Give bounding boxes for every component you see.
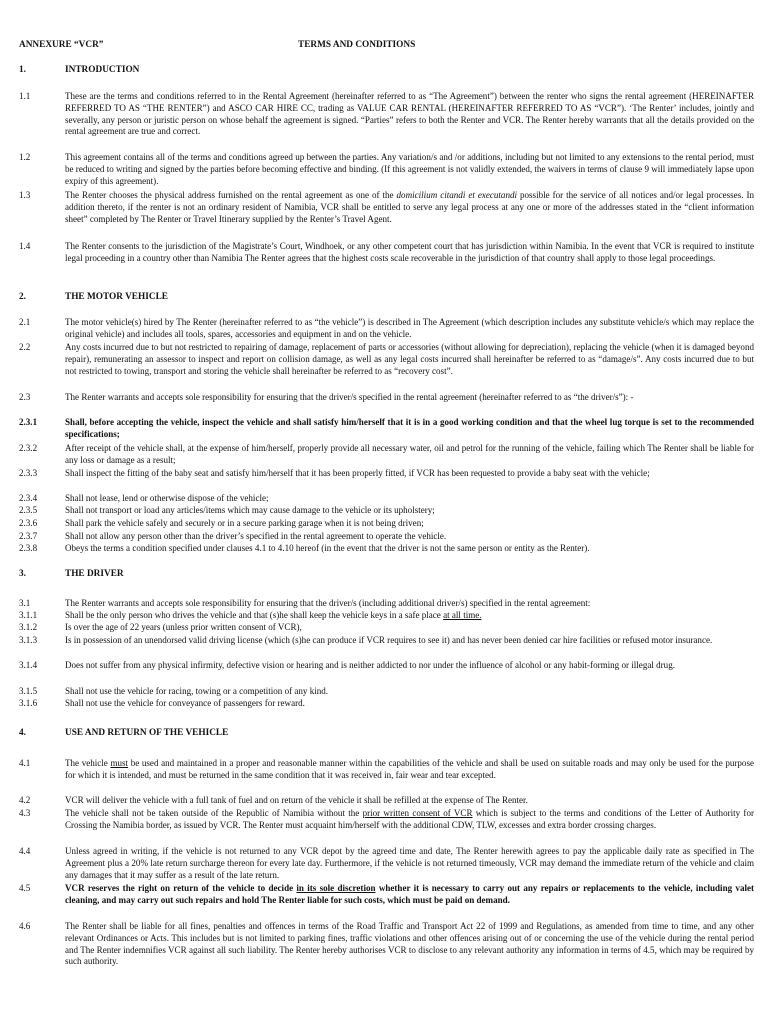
clause-text: Shall inspect the fitting of the baby seat and satisfy him/herself that it has been properly fitted, if VCR has been requested to provide a baby seat with the vehicle;	[65, 468, 650, 478]
clause-number: 4.1	[19, 758, 31, 768]
section-number: 1.	[19, 65, 26, 75]
section-number: 4.	[19, 728, 26, 738]
clause-text: The vehicle must be used and maintained in a proper and reasonable manner within the capabilities of the vehicle and shall be used on suitable roads and may only be used for the purpose for which it is intended, and must be returned in the same condition that it was received in, fair wear and tear excepted.	[65, 758, 754, 780]
clause-text: The Renter chooses the physical address furnished on the rental agreement as one of the domicilium citandi et executandi possible for the service of all notices and/or legal processes. In addition thereto, if the renter is not an ordinary resident of Namibia, VCR shall be entitled to serve any legal process at any one or more of the addresses stated in the “client information sheet” completed by The Renter or Travel Itinerary supplied by the Renter’s Travel Agent.	[65, 190, 754, 224]
clause-number: 4.6	[19, 921, 31, 931]
clause-text: VCR will deliver the vehicle with a full tank of fuel and on return of the vehicle it shall be refilled at the expense of The Renter.	[65, 795, 528, 805]
clause-text: Shall not lease, lend or otherwise dispose of the vehicle;	[65, 493, 269, 503]
clause-text: Obeys the terms a condition specified under clauses 4.1 to 4.10 hereof (in the event that the driver is not the same person or entity as the Renter).	[65, 543, 590, 553]
clause-number: 4.2	[19, 795, 31, 805]
clause-text: VCR reserves the right on return of the vehicle to decide in its sole discretion whether it is necessary to carry out any repairs or replacements to the vehicle, including valet cleaning, and may carry out such repairs and hold The Renter liable for such costs, which must be paid on demand.	[65, 883, 755, 905]
document-title: TERMS AND CONDITIONS	[298, 40, 416, 50]
section-title: USE AND RETURN OF THE VEHICLE	[65, 728, 229, 738]
clause-number: 4.3	[19, 808, 31, 818]
clause-text: Does not suffer from any physical infirmity, defective vision or hearing and is neither addicted to nor under the influence of alcohol or any habit-forming or illegal drug.	[65, 660, 675, 670]
clause-number: 2.3.6	[19, 518, 38, 528]
clause-number: 4.4	[19, 846, 31, 856]
annexure-label: ANNEXURE “VCR”	[19, 40, 104, 50]
clause-number: 3.1.4	[19, 660, 38, 670]
clause-text: Shall not use the vehicle for conveyance of passengers for reward.	[65, 698, 305, 708]
section-title: INTRODUCTION	[65, 65, 140, 75]
clause-text: The Renter consents to the jurisdiction of the Magistrate’s Court, Windhoek, or any other competent court that has jurisdiction within Namibia. In the event that VCR is required to institute legal proceeding in a country other than Namibia The Renter agrees that the highest costs scale recoverable in the jurisdiction of that country shall apply to those legal proceedings.	[65, 241, 754, 263]
clause-number: 2.1	[19, 317, 31, 327]
clause-text: The vehicle shall not be taken outside of the Republic of Namibia without the prior written consent of VCR which is subject to the terms and conditions of the Letter of Authority for Crossing the Namibia border, as issued by VCR. The Renter must acquaint him/herself with the additional CDW, TLW, excesses and extra border crossing charges.	[65, 808, 754, 830]
clause-number: 2.3.7	[19, 531, 38, 541]
clause-number: 3.1.3	[19, 635, 38, 645]
clause-text: Shall not transport or load any articles/items which may cause damage to the vehicle or its upholstery;	[65, 505, 435, 515]
clause-text: The Renter shall be liable for all fines, penalties and offences in terms of the Road Traffic and Transport Act 22 of 1999 and Regulations, as amended from time to time, and any other relevant Ordinances or Acts. This includes but is not limited to parking fines, traffic violations and other offences arising out of or concerning the use of the vehicle during the rental period and The Renter indemnifies VCR against all such liability. The Renter hereby authorises VCR to disclose to any relevant authority any information in terms of 4.5, which may be required by such authority.	[65, 921, 754, 967]
clause-text: Any costs incurred due to but not restricted to repairing of damage, replacement of parts or accessories (without allowing for depreciation), replacing the vehicle (when it is damaged beyond repair), remunerating an assessor to inspect and report on collision damage, as well as any legal costs incurred shall hereinafter be referred to as “damage/s”. Any costs incurred due to but not restricted to towing, transport and storing the vehicle shall hereinafter be referred to as “recovery cost”.	[65, 342, 754, 376]
clause-number: 3.1.2	[19, 622, 38, 632]
clause-number: 2.2	[19, 342, 31, 352]
clause-number: 2.3	[19, 392, 31, 402]
clause-number: 2.3.8	[19, 543, 38, 553]
clause-number: 2.3.4	[19, 493, 38, 503]
clause-text: After receipt of the vehicle shall, at the expense of him/herself, properly provide all necessary water, oil and petrol for the running of the vehicle, failing which The Renter shall be liable for any loss or damage as a result;	[65, 443, 754, 465]
clause-number: 2.3.3	[19, 468, 38, 478]
clause-text: Is in possession of an unendorsed valid driving license (which (s)he can produce if VCR requires to see it) and has never been denied car hire facilities or refused motor insurance.	[65, 635, 713, 645]
clause-text: The Renter warrants and accepts sole responsibility for ensuring that the driver/s specified in the rental agreement (hereinafter referred to as “the driver/s”): -	[65, 392, 634, 402]
clause-text: Shall not use the vehicle for racing, towing or a competition of any kind.	[65, 686, 329, 696]
clause-number: 2.3.2	[19, 443, 38, 453]
clause-number: 3.1.5	[19, 686, 38, 696]
clause-text: Is over the age of 22 years (unless prior written consent of VCR),	[65, 622, 302, 632]
clause-number: 1.3	[19, 190, 31, 200]
clause-number: 3.1	[19, 598, 31, 608]
clause-text: This agreement contains all of the terms and conditions agreed up between the parties. Any variation/s and /or additions, including but not limited to any extensions to the rental period, must be reduced to writing and signed by the parties before becoming effective and binding. (If this agreement is not validly extended, the waivers in terms of clause 9 will immediately lapse upon expiry of this agreement).	[65, 152, 754, 186]
clause-number: 3.1.1	[19, 610, 38, 620]
clause-text: The Renter warrants and accepts sole responsibility for ensuring that the driver/s (including additional driver/s) specified in the rental agreement:	[65, 598, 591, 608]
section-title: THE MOTOR VEHICLE	[65, 292, 168, 302]
clause-text: Unless agreed in writing, if the vehicle is not returned to any VCR depot by the agreed time and date, The Renter herewith agrees to pay the applicable daily rate as specified in The Agreement plus a 20% late return surcharge thereon for every late day. Furthermore, if the vehicle is not returned timeously, VCR may demand the immediate return of the vehicle and claim any damages that it may suffer as a result of the late return.	[65, 846, 754, 880]
clause-number: 1.4	[19, 241, 31, 251]
clause-number: 1.2	[19, 152, 31, 162]
section-number: 3.	[19, 569, 26, 579]
clause-text: Shall not allow any person other than the driver’s specified in the rental agreement to operate the vehicle.	[65, 531, 447, 541]
clause-number: 2.3.5	[19, 505, 38, 515]
clause-text: The motor vehicle(s) hired by The Renter (hereinafter referred to as “the vehicle”) is described in The Agreement (which description includes any substitute vehicle/s which may replace the original vehicle) and includes all tools, spares, accessories and equipment in and on the vehicle.	[65, 317, 754, 339]
clause-text: Shall, before accepting the vehicle, inspect the vehicle and shall satisfy him/herself that it is in a good working condition and that the wheel lug torque is set to the recommended specifications;	[65, 417, 754, 439]
clause-number: 4.5	[19, 883, 31, 893]
clause-number: 2.3.1	[19, 417, 38, 427]
clause-number: 1.1	[19, 91, 31, 101]
section-title: THE DRIVER	[65, 569, 124, 579]
clause-number: 3.1.6	[19, 698, 38, 708]
section-number: 2.	[19, 292, 26, 302]
clause-text: Shall be the only person who drives the vehicle and that (s)he shall keep the vehicle keys in a safe place at all time.	[65, 610, 482, 620]
clause-text: Shall park the vehicle safely and securely or in a secure parking garage when it is not being driven;	[65, 518, 424, 528]
clause-text: These are the terms and conditions referred to in the Rental Agreement (hereinafter referred to as “The Agreement”) between the renter who signs the rental agreement (HEREINAFTER REFERRED TO AS “THE RENTER”) and ASCO CAR HIRE CC, trading as VALUE CAR RENTAL (HEREINAFTER REFERRED TO AS “VCR”). ‘The Renter’ includes, jointly and severally, any person or juristic person on whose behalf the agreement is signed. “Parties” refers to both the Renter and VCR. The Renter hereby warrants that all the details provided on the rental agreement are true and correct.	[65, 91, 754, 137]
